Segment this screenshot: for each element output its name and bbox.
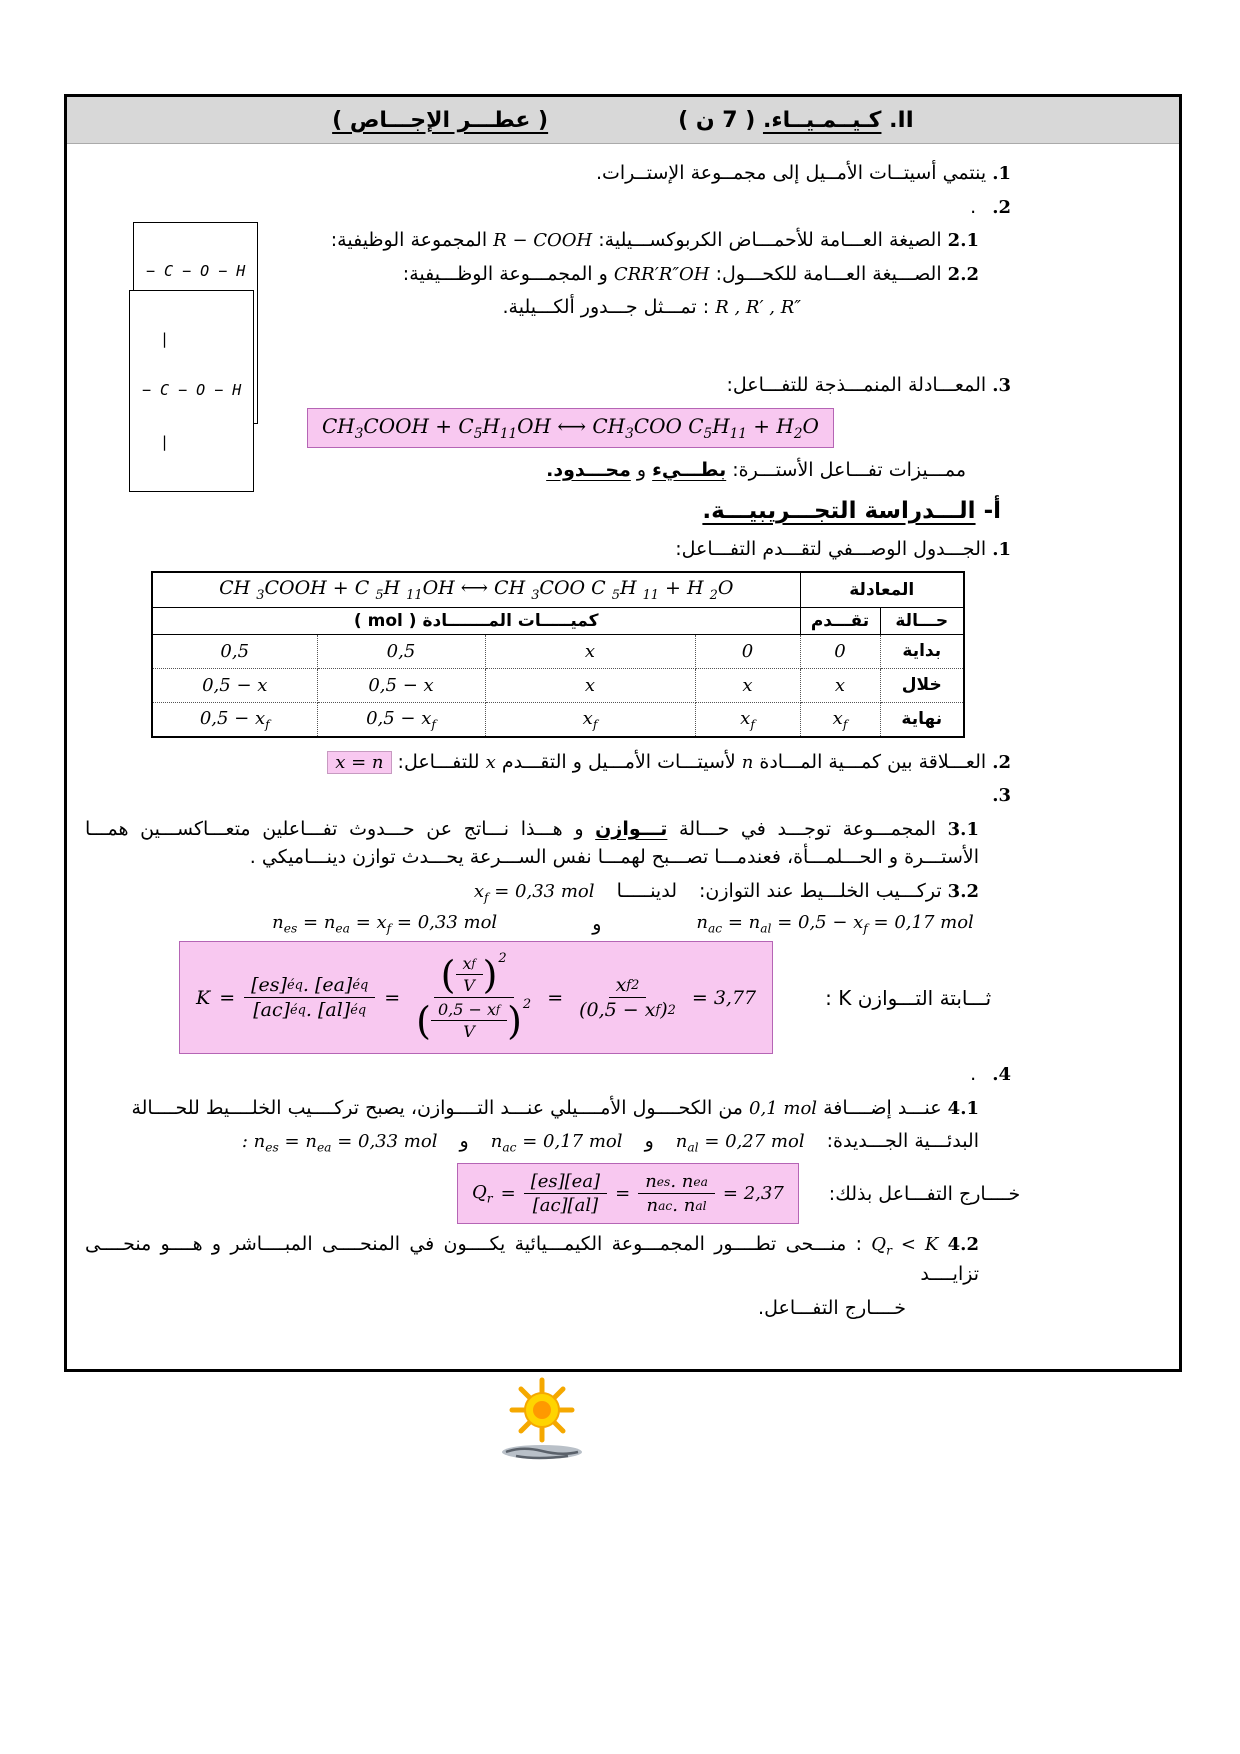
item-4-1-number: 4.1 (947, 1097, 979, 1119)
title-subject-group (678, 108, 914, 133)
qr-symbol: $Q_r$ (472, 1181, 493, 1206)
k-label: ثـــابتة التـــوازن K : (825, 985, 992, 1010)
item-3-1 (85, 815, 1161, 872)
table-row (152, 634, 964, 668)
qr-label: خــــارج التفـــاعل بذلك: (828, 1182, 1021, 1205)
feature-limited: محـــدود. (546, 458, 631, 481)
item-2-number: 2. (992, 196, 1011, 218)
exp-item-3 (85, 781, 1161, 810)
exp-item-4-dot: . (970, 1063, 977, 1086)
table-header-row (152, 607, 964, 634)
section-a-marker: أ- (983, 498, 1001, 524)
item-4-2-line2 (85, 1294, 1161, 1323)
equilibrium-constant-section (85, 941, 1161, 1054)
k-frac1-denominator: [ac] éq . [al] éq (253, 999, 367, 1022)
item-4-2-text-cont: خــــارج التفـــاعل. (758, 1296, 906, 1319)
table-row (152, 702, 964, 737)
item-2-2-text-after: و المجمـــوعة الوظـــيفية: (402, 262, 608, 285)
points-badge: ( 7 ن ) (678, 107, 756, 133)
item-2-2-number: 2.2 (947, 263, 979, 285)
features-label: ممـــيزات تفـــاعل الأستـــرة: (732, 458, 966, 481)
amounts-and: و (592, 912, 602, 935)
k-equals-3: = (547, 986, 564, 1009)
square-exponent: 2 (498, 951, 507, 967)
qr-result: = 2,37 (722, 1183, 784, 1205)
feature-slow: بطـــيء (652, 458, 727, 481)
cell-during-water: x (695, 668, 800, 702)
table-state-header: حـــالة (880, 607, 964, 634)
cell-initial-water: 0 (695, 634, 800, 668)
cell-final-progress: $x_f$ (800, 702, 880, 737)
exp-item-1-number: 1. (992, 538, 1011, 560)
alcohol-general-formula: CRR′R″OH (613, 263, 710, 285)
cell-initial-alcohol: 0,5 (317, 634, 485, 668)
relation-highlight: x = n (327, 751, 391, 774)
added-alcohol-amount: 0,1 mol (749, 1097, 818, 1119)
reaction-quotient-section (85, 1163, 1161, 1224)
cell-during-ester: x (485, 668, 695, 702)
cell-initial-state: بداية (880, 634, 964, 668)
new-acid-amount: $n_{ac} = 0,17$ mol (490, 1131, 623, 1155)
and-1: و (644, 1130, 654, 1153)
qr-equals-1: = (500, 1183, 516, 1205)
cell-initial-ester: x (485, 634, 695, 668)
exp-item-2-text-c: للتفـــاعل: (397, 750, 480, 773)
ester-water-amounts: $n_{es} = n_{ea} = x_f = 0,33$ mol (272, 911, 498, 936)
new-alcohol-amount: $n_{al} = 0,27$ mol (675, 1131, 805, 1155)
item-2-1-text: الصيغة العـــامة للأحمـــاض الكربوكســـيلية: (598, 229, 942, 251)
k-symbol: K (196, 986, 211, 1009)
qr-frac1-denominator: [ac][al] (532, 1195, 599, 1217)
item-2-dot: . (970, 195, 977, 218)
item-1 (85, 159, 1161, 188)
exp-item-1 (85, 535, 1161, 564)
left-paren: ( (440, 952, 456, 997)
acid-alcohol-amounts: $n_{ac} = n_{al} = 0,5 - x_f = 0,17$ mol (696, 911, 974, 936)
new-ester-water-amounts: : $n_{es} = n_{ea} = 0,33$ mol (241, 1131, 438, 1155)
cell-initial-progress: 0 (800, 634, 880, 668)
final-progress-value: $x_f = 0,33$ mol (473, 880, 595, 905)
qr-frac2-numerator: n es . n ea (638, 1170, 715, 1194)
cell-during-state: خلال (880, 668, 964, 702)
sun-logo-icon (482, 1376, 602, 1468)
section-roman-numeral: II. (889, 107, 914, 133)
exp-item-2-text-a: العـــلاقة بين كمـــية المـــادة (759, 750, 987, 773)
left-paren: ( (416, 998, 431, 1043)
and-2: و (459, 1130, 469, 1153)
alcohol-structure-line2: − C − O − H (142, 381, 242, 400)
exercise-theme-title: ( عطـــر الإجـــاص ) (332, 107, 549, 133)
item-3-1-text-b: و هـــذا نـــاتج عن حـــدوث تفـــاعلين متعـــاكســـين همـــا الأستـــرة و الحـــلمـــأة، فعندمـــا تصـــبح لهمـــا نفس الســـرعة يحـــدث توازن دينـــاميكي . (85, 817, 979, 869)
item-3-number: 3. (992, 375, 1011, 396)
table-amounts-header: كميـــــات المـــــــادة ( mol ) (152, 607, 800, 634)
cell-final-state: نهاية (880, 702, 964, 737)
table-row (152, 668, 964, 702)
item-3-1-text-a: المجمـــوعة توجـــد في حـــالة (679, 817, 936, 840)
right-paren: ) (507, 998, 522, 1043)
item-4-2-text: : منـــحى تطــــور المجمـــوعة الكيمـــيائية يكــــون في المنحــــى المبــــاشر و هــــو منحــــى تزايــــد (85, 1233, 979, 1286)
right-paren: ) (482, 952, 498, 997)
v-den: V (463, 976, 475, 996)
k-equals-1: = (219, 986, 236, 1009)
exp-item-2 (85, 748, 1161, 777)
k-result: = 3,77 (691, 986, 757, 1009)
table-equation: CH $_3$COOH + C $_5$H $_{11}$OH ⟷ CH $_3$COO C $_5$H $_{11}$ + H $_2$O (152, 572, 800, 607)
table-progress-header: تقـــدم (800, 607, 880, 634)
item-2-1-text-after: المجموعة الوظيفية: (330, 229, 488, 251)
radicals-formula: R , R′ , R″ (715, 297, 801, 318)
item-4-1-text-b: من الكحــــول الأمــــيلي عنـــد التــــوازن، يصبح تركــــيب الخلــــيط للحــــالة (131, 1096, 743, 1119)
qr-frac1-numerator: [es][ea] (524, 1170, 607, 1194)
item-1-text: ينتمي أسيتــات الأمــيل إلى مجمــوعة الإستــرات. (595, 162, 987, 184)
table-equation-row (152, 572, 964, 607)
exp-item-3-number: 3. (992, 785, 1011, 807)
qr-equals-2: = (615, 1183, 631, 1205)
item-3-2-text-then: لدينـــــا (616, 879, 677, 902)
document-content (67, 144, 1179, 1322)
radicals-text: : تمـــثل جـــدور ألكـــيلية. (502, 296, 710, 318)
qr-amount-fraction (638, 1170, 715, 1217)
equilibrium-amounts-row (85, 912, 1161, 936)
item-4-1-line1 (85, 1094, 1161, 1123)
equilibrium-word: تـــوازن (595, 817, 668, 840)
section-a-title: الـــدراسة التجـــريبيـــة. (702, 498, 976, 524)
acid-general-formula: R − COOH (493, 230, 593, 251)
k-frac3-denominator: (0,5 − x f ) 2 (579, 999, 676, 1022)
exp-item-2-number: 2. (992, 751, 1011, 773)
acid-structure-line1: − C − O − H (146, 261, 246, 280)
item-4-1-text-a: عنـــد إضــــافة (823, 1096, 942, 1119)
cell-final-alcohol: $0,5 - x_f$ (317, 702, 485, 737)
item-2-2-text: الصـــيغة العـــامة للكحـــول: (715, 262, 942, 285)
k-frac2-numerator (434, 952, 514, 998)
item-3-1-number: 3.1 (947, 818, 979, 840)
subject-title: كـيــمـيــاء. (762, 107, 882, 133)
k-formula-box (179, 941, 773, 1054)
features-and: و (636, 458, 647, 481)
remaining-num: 0,5 − x f (431, 999, 507, 1021)
page-border-frame (64, 94, 1182, 1372)
item-3-2-number: 3.2 (947, 880, 979, 902)
k-frac3-numerator: x f 2 (609, 973, 647, 998)
qr-concentration-fraction (524, 1170, 607, 1217)
progress-table (151, 571, 965, 738)
exp-item-1-text: الجـــدول الوصـــفي لتقـــدم التفـــاعل: (675, 537, 987, 560)
alcohol-structure-line1: | (142, 329, 170, 348)
qr-formula-box (457, 1163, 799, 1224)
item-4-1-line2 (85, 1127, 1161, 1157)
alcohol-structure-box (129, 290, 254, 492)
item-4-2-line1 (85, 1230, 1161, 1288)
item-3-2 (85, 877, 1161, 907)
cell-during-alcohol: 0,5 − x (317, 668, 485, 702)
cell-final-acid: $0,5 - x_f$ (152, 702, 317, 737)
xf-num: x f (456, 953, 483, 975)
table-equation-label: المعادلة (800, 572, 964, 607)
alcohol-structure-line3: | (142, 433, 170, 451)
k-equals-2: = (384, 986, 401, 1009)
cell-during-progress: x (800, 668, 880, 702)
exp-item-2-text-b: لأسيتـــات الأمـــيل و التقـــدم (501, 750, 736, 773)
new-initial-state-label: البدئـــية الجـــديدة: (826, 1130, 979, 1153)
item-3-2-text: تركـــيب الخلـــيط عند التوازن: (699, 879, 942, 902)
esterification-equation-box: $CH_3COOH + C_5H_{11}OH$ ⟷ $CH_3COO$ $C_5H_{11} + H_2O$ (307, 408, 834, 448)
cell-final-ester: $x_f$ (485, 702, 695, 737)
section-a-heading (85, 494, 1161, 529)
item-3-text: المعـــادلة المنمـــذجة للتفـــاعل: (726, 374, 987, 396)
item-2-1-number: 2.1 (947, 230, 979, 251)
exp-item-4-number: 4. (992, 1064, 1011, 1086)
exp-item-4 (85, 1060, 1161, 1089)
v-den2: V (463, 1022, 475, 1042)
k-simplified-fraction (572, 973, 683, 1022)
cell-initial-acid: 0,5 (152, 634, 317, 668)
amount-symbol-n: n (741, 751, 754, 773)
k-frac1-numerator: [es] éq . [ea] éq (244, 973, 375, 998)
qr-frac2-denominator: n ac . n al (646, 1195, 707, 1217)
k-frac2-denominator (409, 998, 538, 1043)
k-volume-fraction (409, 952, 538, 1043)
item-1-number: 1. (992, 163, 1011, 184)
item-4-2-number: 4.2 (947, 1234, 979, 1256)
qr-less-than-k: $Q_r < K$ (871, 1234, 939, 1258)
title-bar (67, 97, 1179, 144)
item-2 (85, 193, 1161, 222)
cell-during-acid: 0,5 − x (152, 668, 317, 702)
square-exponent: 2 (522, 997, 532, 1013)
k-concentration-fraction (244, 973, 375, 1022)
progress-symbol-x: x (485, 751, 496, 773)
cell-final-water: $x_f$ (695, 702, 800, 737)
